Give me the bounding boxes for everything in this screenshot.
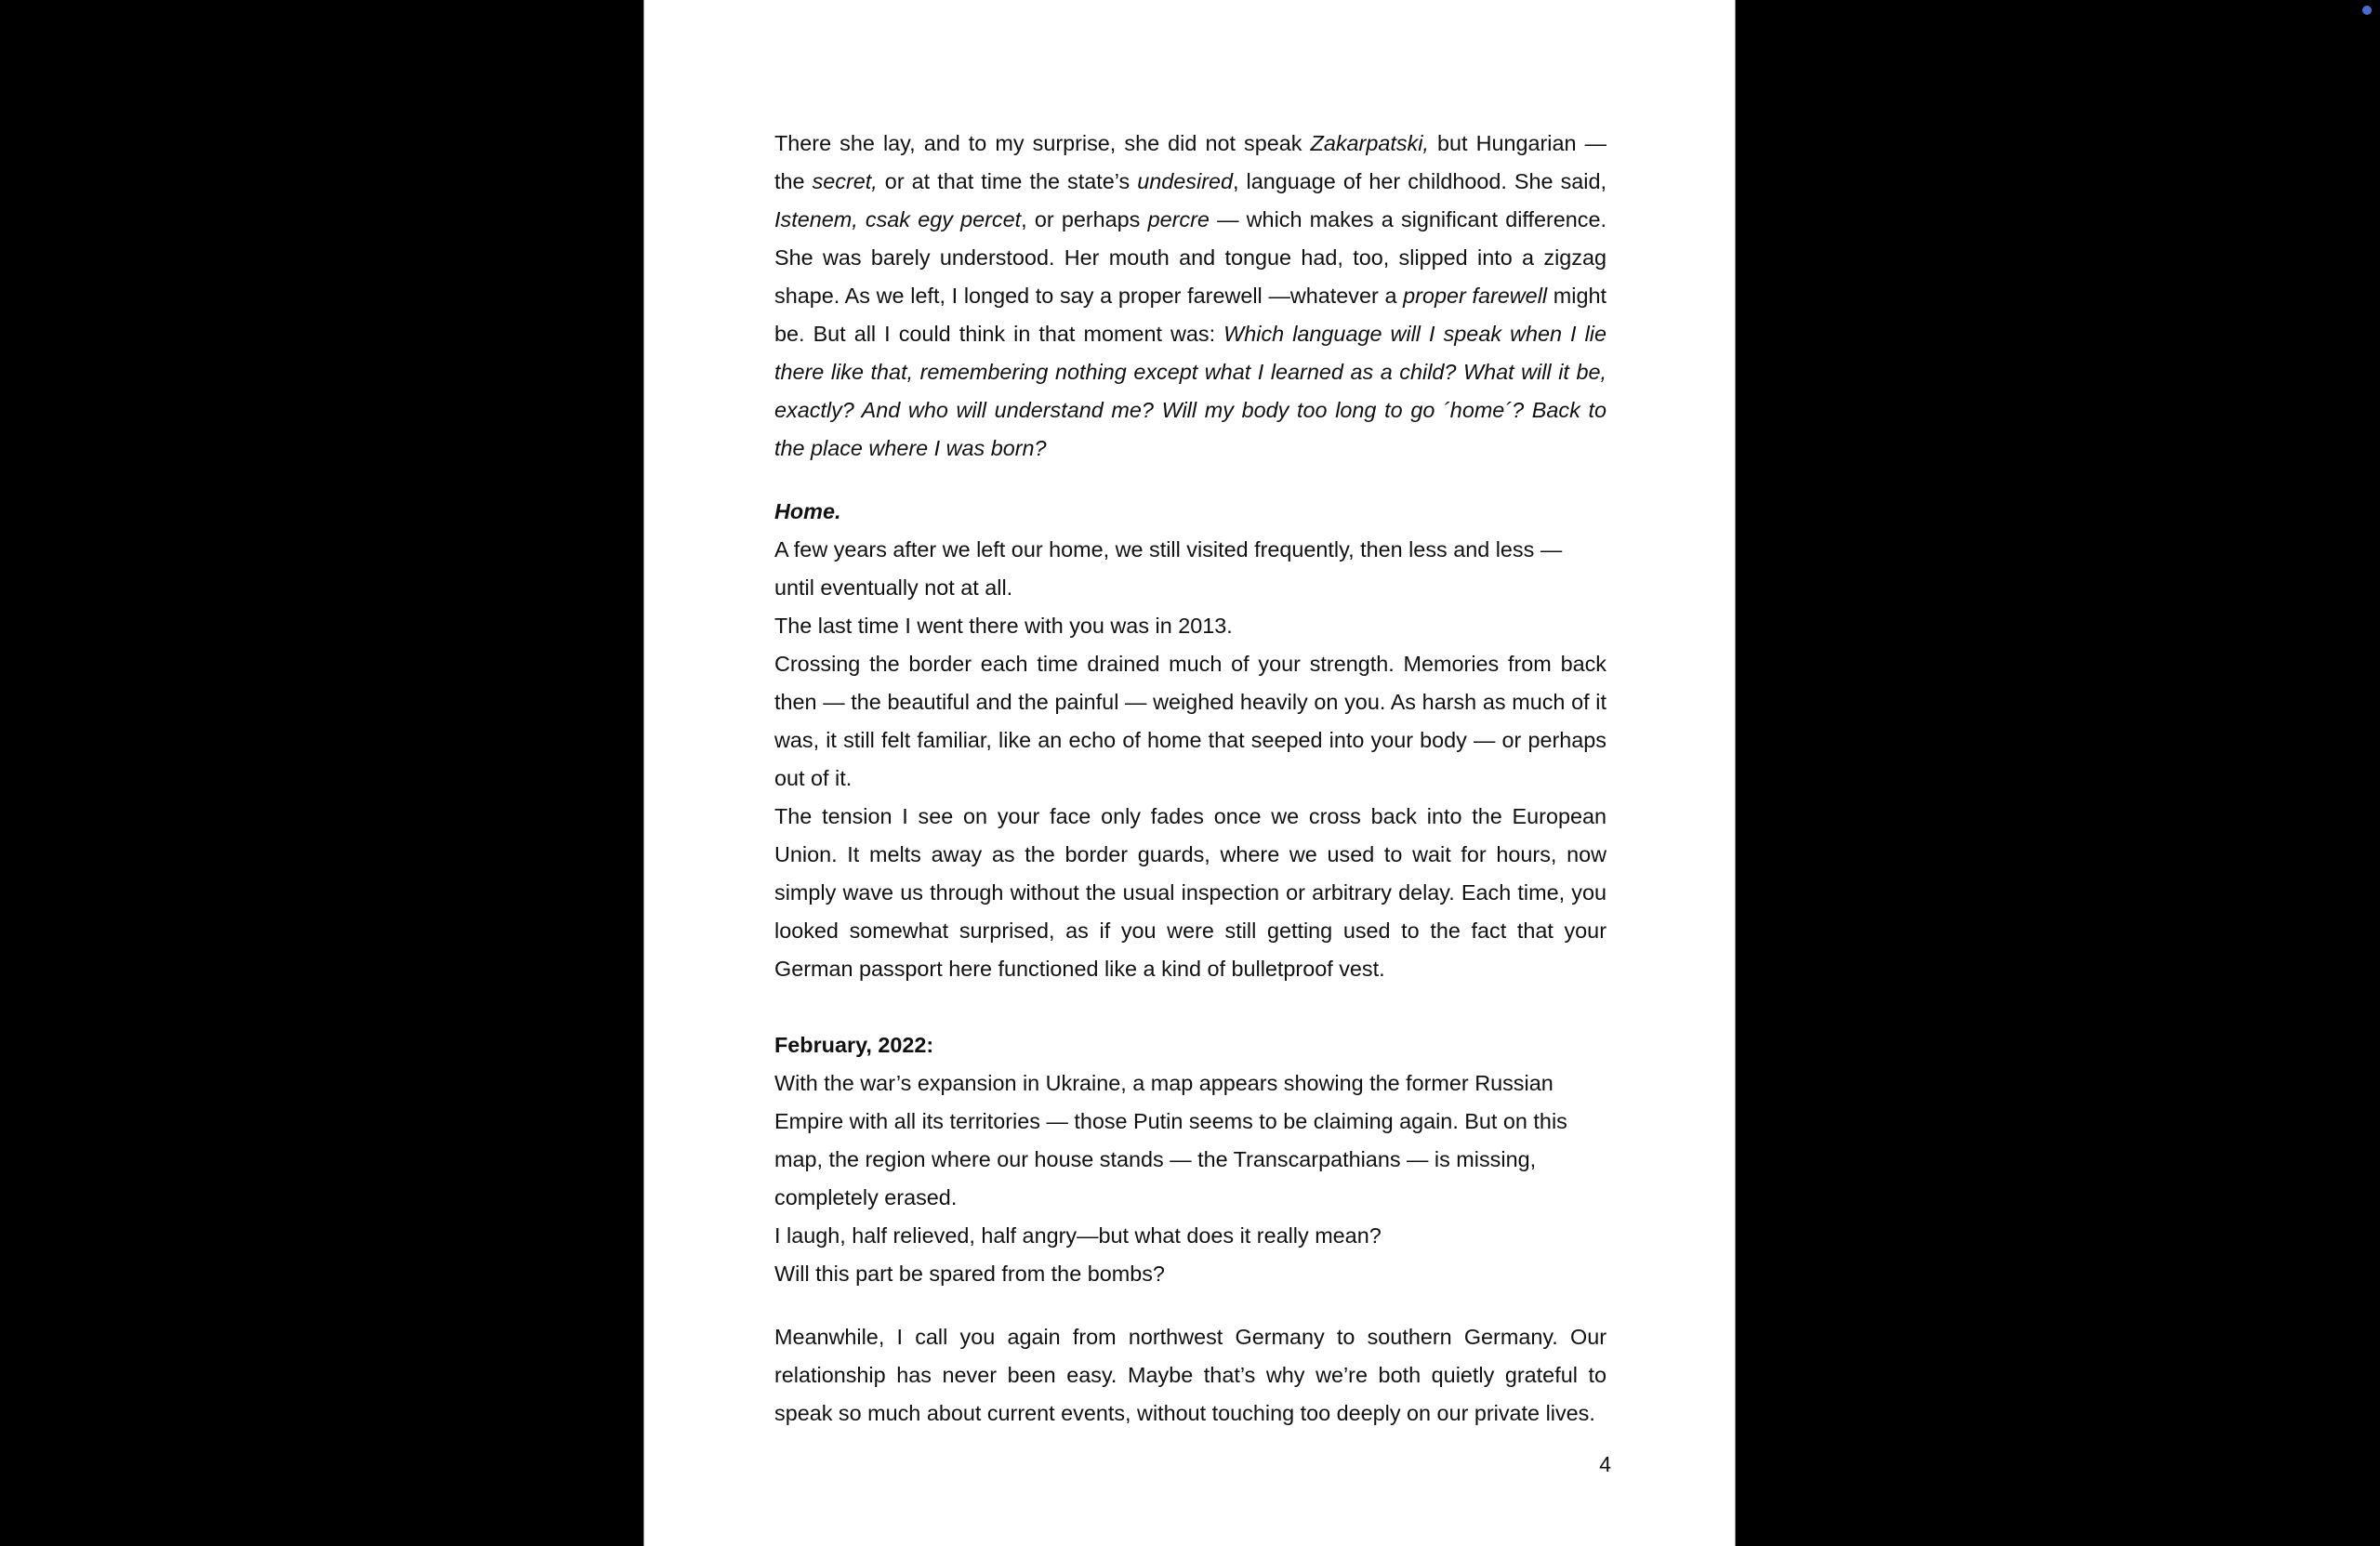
text-run: There she lay, and to my surprise, she did not speak: [774, 131, 1311, 155]
paragraph-home-2: The last time I went there with you was in 2013.: [774, 614, 1233, 638]
spacer: [774, 1293, 1606, 1318]
italic-run: secret,: [812, 169, 878, 193]
paragraph-home-1: A few years after we left our home, we still visited frequently, then less and less — until eventually not at all.: [774, 537, 1563, 600]
section-heading-home: Home.: [774, 499, 841, 523]
paragraph-feb-3: Will this part be spared from the bombs?: [774, 1262, 1165, 1286]
page-number: 4: [1599, 1452, 1611, 1476]
paragraph-feb-1: With the war’s expansion in Ukraine, a map appears showing the former Russian Empire with all its territories — those Putin seems to be claiming again. But on this map, the region where our house stands — the Transcarpathians — is missing, completely erased.: [774, 1071, 1567, 1209]
spacer: [774, 988, 1606, 1026]
text-run: but Hungarian — the: [774, 131, 1606, 193]
spacer: [774, 468, 1606, 493]
text-run: or at that time the state’s: [877, 169, 1138, 193]
text-run: , language of her childhood. She said,: [1233, 169, 1606, 193]
text-run: — which makes a significant difference. She was barely understood. Her mouth and tongue had, too, slipped into a zigzag shape. As we left, I longed to say a proper farewell —whatever a: [774, 207, 1606, 308]
paragraph-home-3: Crossing the border each time drained much of your strength. Memories from back then — the beautiful and the painful — weighed heavily on you. As harsh as much of it was, it still felt familiar, like an echo of home that seeped into your body — or perhaps out of it.: [774, 652, 1606, 790]
paragraph-final: Meanwhile, I call you again from northwest Germany to southern Germany. Our relationship has never been easy. Maybe that’s why we’re both quietly grateful to speak so much about current events, without touching too deeply on our private lives.: [774, 1325, 1606, 1425]
italic-run: Istenem, csak egy percet: [774, 207, 1022, 231]
document-page: [643, 0, 1736, 1546]
italic-run: proper farewell: [1403, 284, 1548, 308]
section-heading-february-2022: February, 2022:: [774, 1033, 934, 1057]
paragraph-home-4: The tension I see on your face only fades once we cross back into the European Union. It melts away as the border guards, where we used to wait for hours, now simply wave us through without the usual inspection or arbitrary delay. Each time, you looked somewhat surprised, as if you were still getting used to the fact that your German passport here functioned like a kind of bulletproof vest.: [774, 804, 1606, 981]
text-run: might be. But all I could think in that moment was:: [774, 284, 1606, 346]
paragraph-deathbed: [774, 125, 1606, 468]
italic-run: Which language will I speak when I lie there like that, remembering nothing except what I learned as a child? What will it be, exactly? And who will understand me? Will my body too long to go ´home´? Back to the place where I was born?: [774, 322, 1606, 460]
paragraph-feb-2: I laugh, half relieved, half angry—but what does it really mean?: [774, 1223, 1382, 1248]
text-run: , or perhaps: [1021, 207, 1148, 231]
page-content: [774, 125, 1606, 1433]
italic-run: Zakarpatski,: [1310, 131, 1429, 155]
status-indicator-dot: [2362, 6, 2372, 15]
italic-run: undesired: [1137, 169, 1233, 193]
italic-run: percre: [1147, 207, 1210, 231]
